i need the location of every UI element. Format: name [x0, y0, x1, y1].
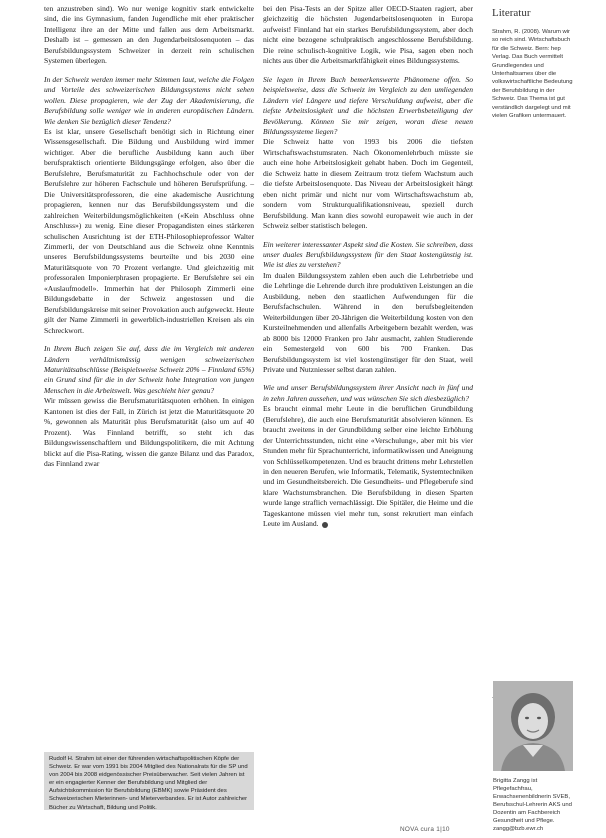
- article-column-middle: [263, 4, 473, 530]
- sidebar-literature: [492, 4, 574, 120]
- paragraph: Es ist klar, unsere Gesellschaft benötigt sich in Richtung einer Wissensgesellschaft. Die Bildung und Ausbildung wird immer wichtiger. Aber die berufliche Ausbildung kann auch über berufspraktisch orientierte Bildungsgänge erfolgen, also über die Berufslehre, Berufsmaturität zu Fachhochschule oder von der Berufslehre zur höheren Fachschule und höheren Berufsprüfung. – Die Universitätsprofessoren, die eine akademische Ausrichtung propagieren, kennen nur das Berufsbildungssystem und die zahlreichen Weiterbildungsmöglichkeiten («Kein Abschluss ohne Anschluss») zu wenig. Eine dieser Propagandisten eines stärkeren schulischen Ausrichtung ist der ETH-Philosophieprofessor Walter Zimmerli, der von Deutschland aus die Schweiz ohne Kenntnis unseres Berufsbildungssystems beurteilte und bis 2030 eine Maturitätsquote von 70 Prozent verlangte. Und gleichzeitig mit professoralen Imponierphrasen propagierte. Er Berufslehre sei ein «Auslaufmodell». Immerhin hat der Philosoph Zimmerli eine Bildungsdebatte in der Schweiz angestossen und die Berufsbildungskreise mit seiner Provokation auch aufgeweckt. Heute gilt der Name Zimmerli in gewerblich-industriellen Kreisen als ein Schreckwort.: [44, 126, 254, 335]
- author-bio-text: Rudolf H. Strahm ist einer der führenden wirtschaftspolitischen Köpfe der Schweiz. Er war vom 1991 bis 2004 Mitglied des Nationalrats für die SP und von 2004 bis 2008 eidgenössischer Preisüberwacher. Seit vielen Jahren ist er ein engagierter Kenner der Berufsbildung und Mitglied der Aufsichtskommission für Berufsbildung (EBMK) sowie Präsident des Schweizerischen Mieterinnen- und Mieterverbandes. Er ist Autor zahlreicher Bücher zu Wirtschaft, Bildung und Politik.: [49, 756, 248, 811]
- sidebar-title: Literatur: [492, 7, 531, 19]
- sidebar-text: Strahm, R. (2008). Warum wir so reich sind. Wirtschaftsbuch für die Schweiz. Bern: hep Verlag. Das Buch vermittelt Grundlegendes und Unterhaltsames über die volkswirtschaftliche Bedeutung der Berufsbildung in der Schweiz. Das Thema ist gut verständlich dargelegt und mit vielen Grafiken untermauert.: [492, 29, 573, 120]
- author-bio-box: [44, 752, 254, 810]
- author-photo: [493, 681, 573, 771]
- interview-question: Ein weiterer interessanter Aspekt sind die Kosten. Sie schreiben, dass unser duales Berufsbildungssystem für den Staat kostengünstig ist. Wie ist dies zu verstehen?: [263, 239, 473, 270]
- paragraph: Im dualen Bildungssystem zahlen eben auch die Lehrbetriebe und die Lehrlinge die Lehrende durch ihre produktiven Leistungen an die Ausbildung, neben den staatlichen Aufwendungen für die Berufsfachschulen. Während in den berufsbegleitenden Weiterbildungen über 20-Jährigen die Weiterbildung kosten von den Kursteilnehmenden und allenfalls Arbeitgebern bezahlt werden, was ab 8000 bis 12000 Franken pro Jahr ausmacht, zahlen Studierende ein Semestergeld von 600 bis 700 Franken. Das Berufsbildungssystem ist viel kostengünstiger für den Staat, weil Private und Nutzniesser selbst daran zahlen.: [263, 270, 473, 374]
- paragraph: Wir müssen gewiss die Berufsmaturitätsquoten erhöhen. In einigen Kantonen ist dies der Fall, in Zürich ist jetzt die Maturitätsquote 20 %, gewonnen als Maturität plus Berufsmaturität (also um auf 40 Prozent). Was Finnland betrifft, so steht ich das Bildungswissenschaftlern und Bildungspolitikern, die mit Achtung blickt auf die Pisa-Rating, wissen die ganze Bilanz und das Paradox, das Finnland zwar: [44, 396, 254, 469]
- interview-question: Sie legen in Ihrem Buch bemerkenswerte Phänomene offen. So beispielsweise, dass die Schweiz im Vergleich zu den umliegenden Ländern viel Längere und tiefere Verschuldung aufweist, aber die tiefste Arbeitslosigkeit und die höchsten Erwerbsbeteiligung der Bevölkerung. Können Sie mir zeigen, woran diese neuen Bildungssysteme liegen?: [263, 74, 473, 136]
- interview-question: Wie und unser Berufsbildungssystem ihrer Ansicht nach in fünf und in zehn Jahren aussehen, und was wünschen Sie sich diesbezüglich?: [263, 383, 473, 403]
- photo-caption-email[interactable]: zangg@bzb.ewr.ch: [493, 826, 544, 832]
- interview-question: In der Schweiz werden immer mehr Stimmen laut, welche die Folgen und Vorteile des schweizerischen Bildungssystems nicht sehen wollen. Diese propagieren, wie der Zug der Akademisierung, die Berufsbildung solle weniger wie in anderen europäischen Ländern. Wie denken Sie bezüglich dieser Tendenz?: [44, 74, 254, 126]
- page-footer: NOVA cura 1|10: [400, 826, 450, 833]
- paragraph: Die Schweiz hatte von 1993 bis 2006 die tiefsten Wirtschaftswachstumsraten. Nach Ökonomenlehrbuch müsste sie auch eine hohe Arbeitslosigkeit gehabt haben. Doch im Gegenteil, die Schweiz hatte in diesem Zeitraum trotz tiefem Wachstum auch die tiefste Arbeitslosenquote. Das Niveau der Arbeitslosigkeit hängt eben nicht primär und nicht nur vom Wirtschaftswachstum ab, sondern vom Strukturqualifikationsniveau, speziell durch Berufsbildung. Man kann dies sowohl europaweit wie auch in der Schweiz selber statistisch belegen.: [263, 137, 473, 231]
- article-column-left: [44, 4, 254, 469]
- end-of-article-icon: [322, 522, 328, 528]
- paragraph: bei den Pisa-Tests an der Spitze aller OECD-Staaten ragiert, aber gleichzeitig die höchsten Jugendarbeitslosenquoten in Europa aufweist! Finnland hat ein starkes Berufsbildungssystem, aber doch nicht eine bezogene schulpraktisch angeschlossene Berufsbildung. Die reine schulisch-kognitive Logik, wie Pisa, sagen eben noch nichts aus über die Arbeitsmarktfähigkeit eines Bildungssystems.: [263, 4, 473, 66]
- portrait-image: [493, 681, 573, 771]
- interview-question: In Ihrem Buch zeigen Sie auf, dass die im Vergleich mit anderen Ländern verhältnismässig wenigen schweizerischen Maturitätsabschlüsse (Beispielsweise Schweiz 20% – Finnland 65%) ein Grund sind für die in der Schweiz hohe Integration von jungen Menschen in die Arbeitswelt. Was geschieht hier genau?: [44, 344, 254, 395]
- photo-caption-text: Brigitta Zangg ist Pflegefachfrau, Erwachsenenbildnerin SVEB, Berufsschul-Lehrerin AKS und Dozentin am Fachbereich Gesundheit und Pflege.: [493, 778, 572, 824]
- photo-caption: [493, 777, 575, 833]
- paragraph-text: Es braucht einmal mehr Leute in die beruflichen Grundbildung (Berufslehre), die auch eine Berufsmaturität absolvieren können. Es braucht zweitens in der Grundbildung selber eine leichte Erhöhung der Unterrichtsstunden, nicht eine «Verschulung», aber mit bis vier Stunden mehr für Sprachunterricht, informatikwissen und Aneignung von Schlüsselkompetenzen. Und es braucht drittens mehr Lehrstellen in den neueren Berufen, wie Informatik, Telematik, Systemtechniken und im Gesundheitsbereich. Die Gesundheits- und Pflegeberufe sind klare Wachstumsbranchen. Die Berufsbildung in diesen Sparten wurde lange straflich vernachlässigt. Die Spitäler, die Heime und die Tageskantone müssen viel mehr tun, sonst rekrutiert man einfach Leute im Ausland.: [263, 404, 473, 529]
- paragraph: ten anzustreben sind). Wo nur wenige kognitiv stark entwickelte sind, die ins Gymnasium, fanden Jugendliche mit eher praktischer Intelligenz ihre an der Mitte und fallen aus dem Arbeitsmarkt. Deshalb ist – gemessen an den Jugendarbeitslosenquoten – das Berufsbildungssystem Schweizer in derzeit rein schulischen Systemen überlegen.: [44, 4, 254, 66]
- paragraph: [263, 404, 473, 529]
